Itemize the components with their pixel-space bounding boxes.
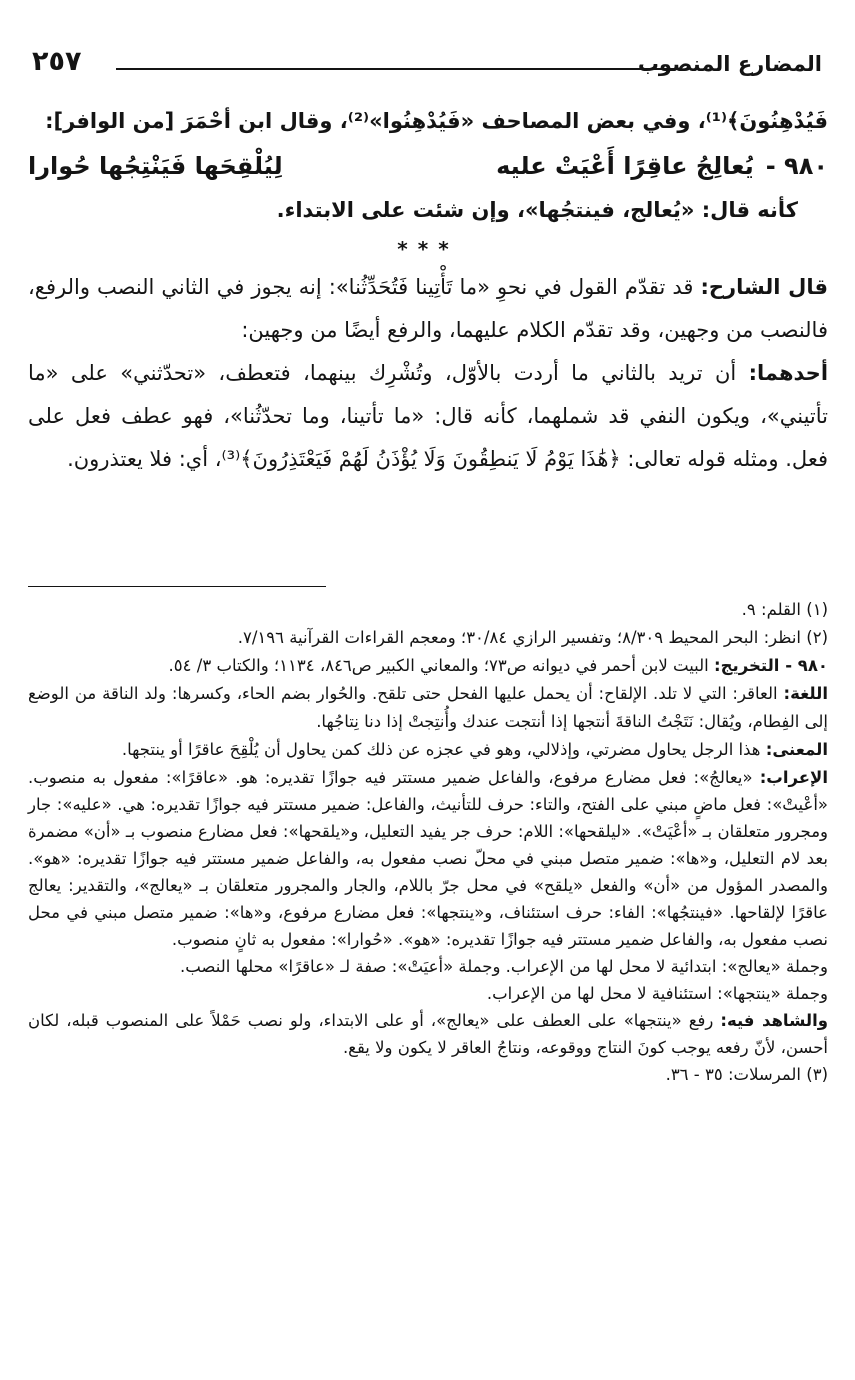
shahid-label: والشاهد فيه: xyxy=(720,1011,829,1030)
main-text xyxy=(28,100,828,481)
page-number: ٢٥٧ xyxy=(32,46,82,77)
footnote-takhrij xyxy=(28,652,828,680)
commentary-paragraph xyxy=(28,266,828,352)
footnote-lugha xyxy=(28,680,828,736)
footnote-jumla-2: وجملة «ينتجها»: استئنافية لا محل لها من الإعراب. xyxy=(486,984,828,1003)
verse-number: ٩٨٠ - xyxy=(765,152,828,180)
irab-label: الإعراب: xyxy=(759,768,828,787)
commentary-label: قال الشارح: xyxy=(700,275,828,299)
first-reading-paragraph xyxy=(28,352,828,481)
poetry-verse xyxy=(28,143,828,189)
footnote-jumla-1: وجملة «يعالج»: ابتدائية لا محل لها من الإعراب. وجملة «أعيَتْ»: صفة لـ «عاقرًا» محلها النصب. xyxy=(179,957,828,976)
irab-text: «يعالجُ»: فعل مضارع مرفوع، والفاعل ضمير مستتر فيه جوازًا تقديره: هو. «عاقرًا»: مفعول به منصوب. «أعْيتْ»: فعل ماضٍ مبني على الفتح، والتاء: حرف للتأنيث، والفاعل: ضمير مستتر فيه جوازًا تقديره: هي. «عليه»: جار ومجرور متعلقان بـ «أعْيَتْ». «ليلقحها»: اللام: حرف جر يفيد التعليل، و«يلقحها»: فعل مضارع منصوب بـ «أن» مضمرة بعد لام التعليل، و«ها»: ضمير متصل مبني في محلّ نصب مفعول به، والفاعل ضمير مستتر فيه جوازًا تقديره: «هو». والمصدر المؤول من «أن» والفعل «يلقح» في محل جرّ باللام، والجار والمجرور متعلقان بـ «يعالج»، والتقدير: يعالج عاقرًا لإلقاحها. «فينتجُها»: الفاء: حرف استئناف، و«ينتجها»: فعل مضارع مرفوع، و«ها»: ضمير متصل مبني في محل نصب مفعول به، والفاعل ضمير مستتر فيه جوازًا تقديره: «هو». «حُوارا»: مفعول به ثانٍ منصوب. xyxy=(28,768,828,949)
mana-label: المعنى: xyxy=(765,740,828,759)
verse-first-hemistich: يُعالِجُ عاقِرًا أَعْيَتْ عليه xyxy=(496,152,754,180)
takhrij-label: ٩٨٠ - التخريج: xyxy=(714,656,828,675)
footnote-2: (٢) انظر: البحر المحيط ٨/٣٠٩؛ وتفسير الرازي ٣٠/٨٤؛ ومعجم القراءات القرآنية ٧/١٩٦. xyxy=(237,628,828,647)
mana-text: هذا الرجل يحاول مضرتي، وإذلالي، وهو في عجزه عن ذلك كمن يحاول أن يُلْقِحَ عاقرًا أو ينتجها. xyxy=(121,740,761,759)
first-reading-label: أحدهما: xyxy=(748,361,829,385)
page-header xyxy=(28,44,828,84)
lugha-label: اللغة: xyxy=(783,684,828,703)
footnote-separator xyxy=(28,586,326,587)
shahid-text: رفع «ينتجها» على العطف على «يعالج»، أو على الابتداء، ولو نصب حَمْلاً على المنصوب قبله، لكان أحسن، لأنّ رفعه يوجب كونَ النتاج ووقوعه، ونتاجُ العاقر لا يكون ولا يقع. xyxy=(28,1011,828,1057)
footnote-irab xyxy=(28,764,828,953)
verse-second-hemistich: لِيُلْقِحَها فَيَنْتِجُها حُوارا xyxy=(28,152,283,180)
takhrij-text: البيت لابن أحمر في ديوانه ص٧٣؛ والمعاني الكبير ص٨٤٦، ١١٣٤؛ والكتاب ٣/ ٥٤. xyxy=(168,656,709,675)
header-rule xyxy=(116,68,680,70)
footnote-shahid xyxy=(28,1007,828,1061)
book-page xyxy=(28,18,828,1363)
footnote-mana xyxy=(28,736,828,764)
section-separator-stars: *** xyxy=(397,237,459,261)
first-reading-text: أن تريد بالثاني ما أردت بالأوّل، وتُشْرِك بينهما، فتعطف، «تحدّثني» على «ما تأتيني»، ويكون النفي قد شملهما، كأنه قال: «ما تأتينا، وما تحدّثُنا»، فهو عطف فعل على فعل. ومثله قوله تعالى: ﴿هَٰذَا يَوْمُ لَا يَنطِقُونَ وَلَا يُؤْذَنُ لَهُمْ فَيَعْتَذِرُونَ﴾⁽³⁾، أي: فلا يعتذرون. xyxy=(28,361,828,471)
commentary-text: قد تقدّم القول في نحوِ «ما تَأْتِينا فَتُحَدِّثُنا»: إنه يجوز في الثاني النصب والرفع، فالنصب من وجهين، وقد تقدّم الكلام عليهما، والرفع أيضًا من وجهين: xyxy=(28,275,828,342)
footnotes xyxy=(28,596,828,1089)
verse-explanation: كأنه قال: «يُعالج، فينتجُها»، وإن شئت على الابتداء. xyxy=(276,198,798,222)
lugha-text: العاقر: التي لا تلد. الإلقاح: أن يحمل عليها الفحل حتى تلقح. والحُوار بضم الحاء، وكسرها: ولد الناقة من الوضع إلى الفِطام، ويُقال: نَتَجْتُ الناقةَ أنتجها إذا أنتجت عندك وأُنتِجتْ إذا دنا نِتاجُها. xyxy=(28,684,828,731)
footnote-3: (٣) المرسلات: ٣٥ - ٣٦. xyxy=(665,1065,828,1084)
opening-line: فَيُدْهِنُونَ﴾⁽¹⁾، وفي بعض المصاحف «فَيُدْهِنُوا»⁽²⁾، وقال ابن أحْمَرَ [من الوافر]: xyxy=(45,109,828,133)
running-title: المضارع المنصوب xyxy=(637,52,822,76)
footnote-1: (١) القلم: ٩. xyxy=(741,600,828,619)
